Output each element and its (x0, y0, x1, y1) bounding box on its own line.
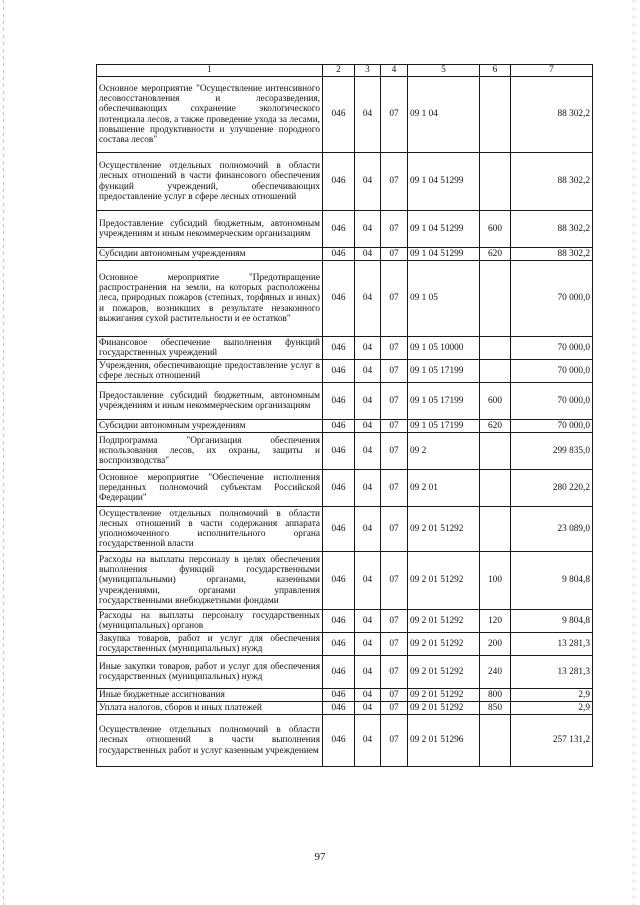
table-row (97, 689, 593, 702)
cell-expense-type (480, 433, 511, 470)
cell-amount: 257 131,2 (511, 715, 593, 767)
cell-section: 04 (355, 470, 381, 507)
table-row (97, 552, 593, 610)
table-row (97, 433, 593, 470)
cell-target-article: 09 2 01 (408, 470, 480, 507)
cell-section: 04 (355, 433, 381, 470)
budget-table (96, 64, 593, 767)
header-col-4: 4 (381, 65, 408, 77)
cell-expense-type (480, 261, 511, 337)
cell-target-article: 09 1 04 51299 (408, 248, 480, 261)
cell-amount: 299 835,0 (511, 433, 593, 470)
table-row (97, 715, 593, 767)
cell-target-article: 09 1 05 17199 (408, 360, 480, 383)
cell-subsection: 07 (381, 656, 408, 689)
cell-subsection: 07 (381, 552, 408, 610)
cell-amount: 88 302,2 (511, 248, 593, 261)
cell-ministry: 046 (323, 552, 355, 610)
cell-expense-type (480, 337, 511, 360)
cell-ministry: 046 (323, 433, 355, 470)
cell-subsection: 07 (381, 248, 408, 261)
cell-target-article: 09 2 01 51292 (408, 689, 480, 702)
table-row (97, 610, 593, 633)
cell-section: 04 (355, 552, 381, 610)
cell-section: 04 (355, 211, 381, 248)
cell-section: 04 (355, 633, 381, 656)
cell-ministry: 046 (323, 360, 355, 383)
cell-ministry: 046 (323, 420, 355, 433)
cell-section: 04 (355, 360, 381, 383)
cell-amount: 9 804,8 (511, 610, 593, 633)
cell-name: Уплата налогов, сборов и иных платежей (97, 702, 323, 715)
cell-expense-type (480, 360, 511, 383)
cell-amount: 88 302,2 (511, 77, 593, 153)
cell-ministry: 046 (323, 153, 355, 211)
cell-expense-type (480, 77, 511, 153)
cell-subsection: 07 (381, 689, 408, 702)
page-number: 97 (314, 851, 326, 863)
cell-amount: 23 089,0 (511, 507, 593, 552)
cell-section: 04 (355, 689, 381, 702)
cell-target-article: 09 1 04 51299 (408, 211, 480, 248)
cell-ministry: 046 (323, 261, 355, 337)
cell-section: 04 (355, 715, 381, 767)
cell-name: Финансовое обеспечение выполнения функций государственных учреждений (97, 337, 323, 360)
cell-subsection: 07 (381, 360, 408, 383)
cell-target-article: 09 2 01 51292 (408, 610, 480, 633)
cell-subsection: 07 (381, 77, 408, 153)
cell-target-article: 09 2 01 51292 (408, 702, 480, 715)
cell-subsection: 07 (381, 211, 408, 248)
table-row (97, 261, 593, 337)
cell-expense-type: 620 (480, 248, 511, 261)
cell-name: Осуществление отдельных полномочий в области лесных отношений в части содержания аппарата уполномоченного исполнительного органа государственной власти (97, 507, 323, 552)
cell-subsection: 07 (381, 633, 408, 656)
table-row (97, 248, 593, 261)
cell-amount: 13 281,3 (511, 656, 593, 689)
cell-ministry: 046 (323, 656, 355, 689)
cell-ministry: 046 (323, 610, 355, 633)
cell-amount: 70 000,0 (511, 337, 593, 360)
table-body (97, 65, 593, 767)
cell-name: Осуществление отдельных полномочий в области лесных отношений в части выполнения государственных работ и услуг казенным учреждением (97, 715, 323, 767)
cell-ministry: 046 (323, 337, 355, 360)
cell-section: 04 (355, 610, 381, 633)
cell-target-article: 09 2 (408, 433, 480, 470)
cell-target-article: 09 1 05 17199 (408, 383, 480, 420)
cell-target-article: 09 2 01 51292 (408, 507, 480, 552)
header-col-3: 3 (355, 65, 381, 77)
table-row (97, 337, 593, 360)
cell-expense-type: 240 (480, 656, 511, 689)
cell-amount: 9 804,8 (511, 552, 593, 610)
cell-subsection: 07 (381, 470, 408, 507)
cell-amount: 70 000,0 (511, 420, 593, 433)
scan-edge-right (633, 0, 634, 905)
cell-expense-type: 600 (480, 211, 511, 248)
cell-expense-type: 200 (480, 633, 511, 656)
cell-expense-type (480, 715, 511, 767)
cell-subsection: 07 (381, 153, 408, 211)
table-row (97, 420, 593, 433)
table-row (97, 211, 593, 248)
cell-name: Предоставление субсидий бюджетным, автономным учреждениям и иным некоммерческим организациям (97, 211, 323, 248)
cell-ministry: 046 (323, 248, 355, 261)
cell-target-article: 09 2 01 51292 (408, 552, 480, 610)
cell-section: 04 (355, 248, 381, 261)
cell-expense-type: 100 (480, 552, 511, 610)
cell-subsection: 07 (381, 337, 408, 360)
cell-amount: 2,9 (511, 702, 593, 715)
header-row (97, 65, 593, 77)
cell-amount: 70 000,0 (511, 261, 593, 337)
cell-section: 04 (355, 337, 381, 360)
cell-name: Подпрограмма "Организация обеспечения использования лесов, их охраны, защиты и воспроизводства" (97, 433, 323, 470)
cell-section: 04 (355, 261, 381, 337)
table-row (97, 360, 593, 383)
cell-expense-type: 120 (480, 610, 511, 633)
cell-amount: 88 302,2 (511, 211, 593, 248)
cell-target-article: 09 2 01 51292 (408, 656, 480, 689)
cell-target-article: 09 1 04 51299 (408, 153, 480, 211)
cell-section: 04 (355, 702, 381, 715)
table-row (97, 507, 593, 552)
cell-ministry: 046 (323, 77, 355, 153)
cell-target-article: 09 1 05 17199 (408, 420, 480, 433)
cell-target-article: 09 1 05 (408, 261, 480, 337)
header-col-6: 6 (480, 65, 511, 77)
cell-name: Иные закупки товаров, работ и услуг для обеспечения государственных (муниципальных) нужд (97, 656, 323, 689)
cell-target-article: 09 1 05 10000 (408, 337, 480, 360)
cell-subsection: 07 (381, 610, 408, 633)
table-row (97, 470, 593, 507)
cell-name: Основное мероприятие "Предотвращение распространения на земли, на которых расположены леса, природных пожаров (степных, торфяных и иных) и пожаров, возникших в результате незаконного выжигания сухой растительности и ее остатков" (97, 261, 323, 337)
cell-name: Предоставление субсидий бюджетным, автономным учреждениям и иным некоммерческим организациям (97, 383, 323, 420)
cell-name: Расходы на выплаты персоналу государственных (муниципальных) органов (97, 610, 323, 633)
cell-section: 04 (355, 383, 381, 420)
cell-expense-type: 800 (480, 689, 511, 702)
header-col-7: 7 (511, 65, 593, 77)
cell-ministry: 046 (323, 689, 355, 702)
header-col-5: 5 (408, 65, 480, 77)
cell-ministry: 046 (323, 507, 355, 552)
scan-edge-left (3, 0, 4, 905)
cell-name: Основное мероприятие "Обеспечение исполнения переданных полномочий субъектам Российской Федерации" (97, 470, 323, 507)
cell-name: Учреждения, обеспечивающие предоставление услуг в сфере лесных отношений (97, 360, 323, 383)
cell-section: 04 (355, 656, 381, 689)
cell-amount: 70 000,0 (511, 383, 593, 420)
cell-amount: 2,9 (511, 689, 593, 702)
cell-ministry: 046 (323, 211, 355, 248)
cell-ministry: 046 (323, 715, 355, 767)
cell-expense-type: 620 (480, 420, 511, 433)
cell-ministry: 046 (323, 702, 355, 715)
cell-target-article: 09 2 01 51292 (408, 633, 480, 656)
cell-name: Осуществление отдельных полномочий в области лесных отношений в части финансового обеспечения функций учреждений, обеспечивающих предоставление услуг в сфере лесных отношений (97, 153, 323, 211)
cell-target-article: 09 1 04 (408, 77, 480, 153)
cell-name: Субсидии автономным учреждениям (97, 248, 323, 261)
cell-amount: 13 281,3 (511, 633, 593, 656)
table-row (97, 383, 593, 420)
cell-section: 04 (355, 420, 381, 433)
header-col-1: 1 (97, 65, 323, 77)
cell-section: 04 (355, 77, 381, 153)
cell-name: Субсидии автономным учреждениям (97, 420, 323, 433)
table-row (97, 633, 593, 656)
table-row (97, 656, 593, 689)
cell-section: 04 (355, 153, 381, 211)
table-row (97, 77, 593, 153)
cell-target-article: 09 2 01 51296 (408, 715, 480, 767)
header-col-2: 2 (323, 65, 355, 77)
cell-name: Закупка товаров, работ и услуг для обеспечения государственных (муниципальных) нужд (97, 633, 323, 656)
cell-amount: 280 220,2 (511, 470, 593, 507)
cell-subsection: 07 (381, 702, 408, 715)
cell-subsection: 07 (381, 433, 408, 470)
cell-name: Основное мероприятие "Осуществление интенсивного лесовосстановления и лесоразведения, обеспечивающих сохранение экологического потенциала лесов, а также проведение ухода за лесами, повышение продуктивности и улучшение породного состава лесов" (97, 77, 323, 153)
cell-ministry: 046 (323, 383, 355, 420)
cell-ministry: 046 (323, 470, 355, 507)
cell-section: 04 (355, 507, 381, 552)
cell-subsection: 07 (381, 715, 408, 767)
table-row (97, 153, 593, 211)
cell-expense-type (480, 507, 511, 552)
cell-subsection: 07 (381, 507, 408, 552)
cell-expense-type: 850 (480, 702, 511, 715)
cell-name: Иные бюджетные ассигнования (97, 689, 323, 702)
cell-subsection: 07 (381, 261, 408, 337)
cell-amount: 88 302,2 (511, 153, 593, 211)
cell-expense-type: 600 (480, 383, 511, 420)
cell-ministry: 046 (323, 633, 355, 656)
cell-subsection: 07 (381, 420, 408, 433)
cell-subsection: 07 (381, 383, 408, 420)
table-row (97, 702, 593, 715)
cell-expense-type (480, 470, 511, 507)
cell-amount: 70 000,0 (511, 360, 593, 383)
cell-expense-type (480, 153, 511, 211)
cell-name: Расходы на выплаты персоналу в целях обеспечения выполнения функций государственными (муниципальными) органами, казенными учреждениями, органами управления государственными внебюджетными фондами (97, 552, 323, 610)
